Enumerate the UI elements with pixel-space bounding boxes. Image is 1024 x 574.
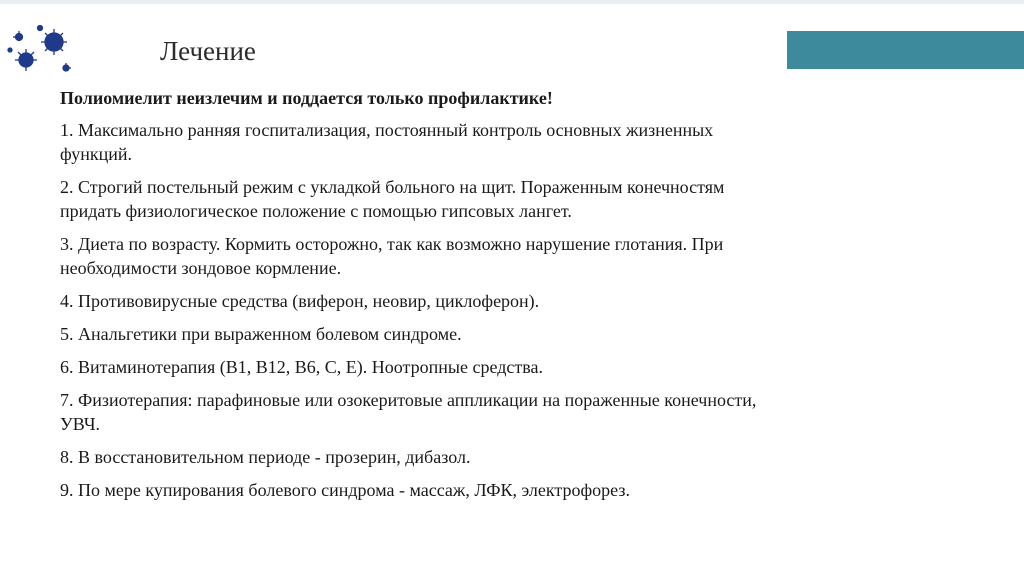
list-item: 5. Анальгетики при выраженном болевом синдроме.: [60, 324, 462, 344]
virus-cluster-icon: [6, 20, 76, 78]
list-item: 1. Максимально ранняя госпитализация, постоянный контроль основных жизненных функций.: [60, 120, 714, 164]
slide-content: [60, 86, 760, 511]
list-item: 8. В восстановительном периоде - прозерин, дибазол.: [60, 447, 471, 467]
list-item: 2. Строгий постельный режим с укладкой больного на щит. Пораженным конечностям придать физиологическое положение с помощью гипсовых лангет.: [60, 177, 725, 221]
headline: Полиомиелит неизлечим и поддается только профилактике!: [60, 88, 553, 108]
slide-top-line: [0, 0, 1024, 4]
list-item: 3. Диета по возрасту. Кормить осторожно, так как возможно нарушение глотания. При необходимости зондовое кормление.: [60, 234, 724, 278]
list-item: 4. Противовирусные средства (виферон, неовир, циклоферон).: [60, 291, 540, 311]
accent-bar: [787, 31, 1024, 69]
page-title: Лечение: [160, 36, 256, 66]
list-item: 7. Физиотерапия: парафиновые или озокеритовые аппликации на пораженные конечности, УВЧ.: [60, 390, 757, 434]
list-item: 9. По мере купирования болевого синдрома - массаж, ЛФК, электрофорез.: [60, 480, 630, 500]
list-item: 6. Витаминотерапия (В1, В12, В6, С, Е). Ноотропные средства.: [60, 357, 543, 377]
